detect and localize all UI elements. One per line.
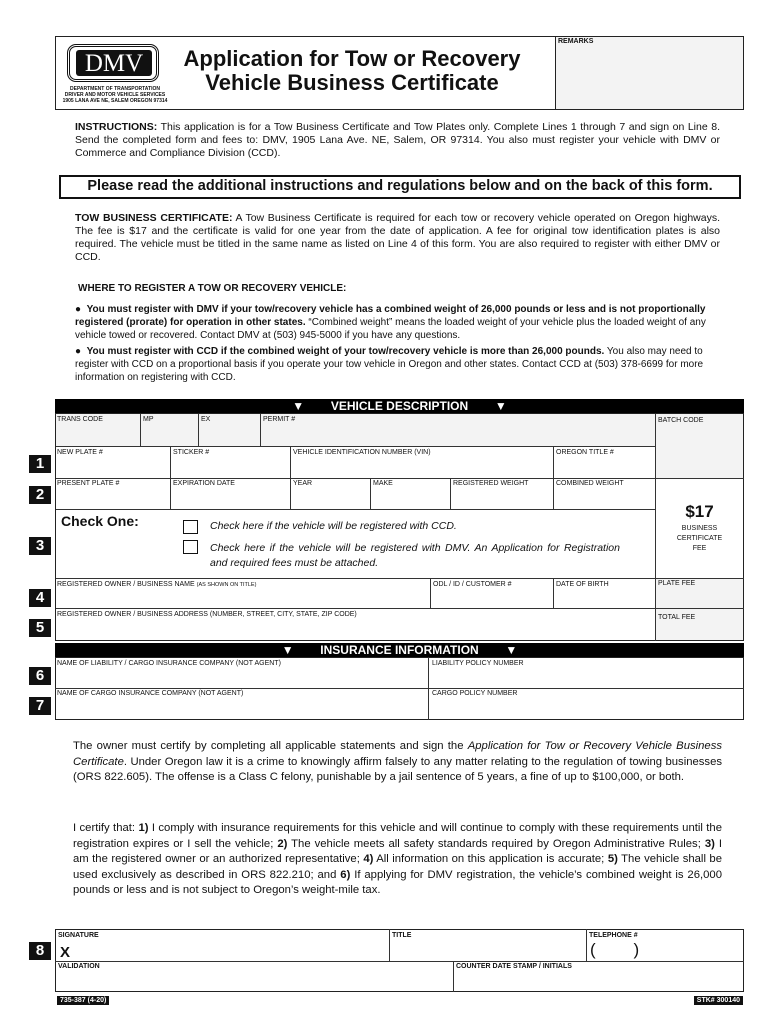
tow-certificate-text (75, 212, 720, 264)
cargo-policy-field[interactable]: CARGO POLICY NUMBER (432, 690, 518, 697)
dmv-logo (67, 44, 159, 82)
owner-name-field[interactable] (57, 581, 256, 588)
certify-p1b: Application for Tow or Recovery Vehicle Business Certificate (73, 740, 722, 768)
certify-paragraph-2 (73, 821, 722, 899)
insurance-band-label: INSURANCE INFORMATION (320, 643, 479, 657)
certify-p2-t1: I comply with insurance requirements for this vehicle and will continue to comply with these requirements until the registration expires or I sell the vehicle; (73, 822, 722, 850)
remarks-field[interactable] (555, 36, 744, 110)
bullet-dot-icon: ● (75, 346, 87, 357)
year-field[interactable]: YEAR (293, 480, 313, 487)
dept-line1: DEPARTMENT OF TRANSPORTATION (70, 86, 160, 92)
form-number: 735-387 (4-20) (57, 996, 109, 1005)
batch-code-label: BATCH CODE (658, 417, 704, 424)
where-heading: WHERE TO REGISTER A TOW OR RECOVERY VEHICLE: (78, 283, 347, 294)
line-number-6: 6 (29, 667, 51, 685)
make-field[interactable]: MAKE (373, 480, 393, 487)
present-plate-field[interactable]: PRESENT PLATE # (57, 480, 120, 487)
form-title-line1: Application for Tow or Recovery (183, 46, 521, 71)
down-triangle-icon: ▼ (478, 643, 518, 657)
line-number-4: 4 (29, 589, 51, 607)
trans-code-label: TRANS CODE (57, 416, 103, 423)
where-bullet-2 (75, 345, 721, 384)
ex-label: EX (201, 416, 211, 423)
owner-name-note: (AS SHOWN ON TITLE) (196, 582, 257, 588)
fee-line2: CERTIFICATE (676, 535, 723, 542)
signature-x-mark: X (60, 944, 71, 961)
certify-paragraph-1 (73, 739, 722, 786)
bullet1-text: “Combined weight” means the loaded weight of your vehicle plus the loaded weight of any vehicle towed or recovered. Contact DMV at (503) 945-5000 if you have any questions. (75, 317, 706, 341)
certify-n5: 5) (607, 853, 618, 865)
vin-field[interactable]: VEHICLE IDENTIFICATION NUMBER (VIN) (293, 449, 431, 456)
new-plate-field[interactable]: NEW PLATE # (57, 449, 103, 456)
line-number-8: 8 (29, 942, 51, 960)
form-title-line2: Vehicle Business Certificate (205, 70, 499, 95)
combined-weight-field[interactable]: COMBINED WEIGHT (556, 480, 624, 487)
dept-line2: DRIVER AND MOTOR VEHICLE SERVICES (64, 92, 166, 98)
fee-amount: $17 (685, 502, 714, 521)
certify-n3: 3) (704, 837, 715, 850)
sticker-field[interactable]: STICKER # (173, 449, 210, 456)
certify-n6: 6) (340, 868, 351, 881)
fee-line1: BUSINESS (681, 525, 718, 532)
registered-weight-field[interactable]: REGISTERED WEIGHT (453, 480, 529, 487)
plate-fee-field[interactable]: PLATE FEE (658, 580, 696, 587)
oregon-title-field[interactable]: OREGON TITLE # (556, 449, 614, 456)
vehicle-band-label: VEHICLE DESCRIPTION (330, 399, 469, 413)
total-fee-field[interactable]: TOTAL FEE (658, 614, 696, 621)
dept-line3: 1905 LANA AVE NE, SALEM OREGON 97314 (62, 98, 168, 104)
certify-p1c: . Under Oregon law it is a crime to knowingly affirm falsely to any matter relating to the regulation of towing businesses (ORS 822.605). The offense is a Class C felony, punishable by a jail sentence of 5 years, a fine of up to $100,000, or both. (73, 755, 722, 783)
check-one-label: Check One: (61, 513, 139, 529)
address-field[interactable]: REGISTERED OWNER / BUSINESS ADDRESS (NUMBER, STREET, CITY, STATE, ZIP CODE) (57, 611, 357, 618)
bullet2-bold: You must register with CCD if the combined weight of your tow/recovery vehicle is more than 26,000 pounds. (86, 346, 605, 357)
certify-p2-t3: I am the registered owner or an authorized representative; (73, 837, 722, 865)
certify-n4: 4) (363, 853, 374, 865)
permit-label: PERMIT # (263, 416, 296, 423)
bullet1-bold: You must register with DMV if your tow/recovery vehicle has a combined weight of 26,000 pounds or less and is not proportionally registered (prorate) for operation in other states. (75, 304, 706, 328)
telephone-field[interactable]: TELEPHONE # (589, 932, 638, 939)
ccd-option-text: Check here if the vehicle will be registered with CCD. (210, 520, 457, 532)
validation-field[interactable]: VALIDATION (58, 963, 100, 970)
instructions-label: INSTRUCTIONS: (75, 121, 158, 133)
instructions-body: This application is for a Tow Business Certificate and Tow Plates only. Complete Lines 1 through 7 and sign on Line 8. Send the completed form and fees to: DMV, 1905 Lana Ave. NE, Salem, OR 97314. You also must register your vehicle with DMV or Commerce and Compliance Division (CCD). (75, 121, 720, 159)
down-triangle-icon: ▼ (281, 643, 321, 657)
expiration-date-field[interactable]: EXPIRATION DATE (173, 480, 235, 487)
certify-n2: 2) (277, 837, 288, 850)
title-field[interactable]: TITLE (392, 932, 412, 939)
fee-line3: FEE (692, 545, 707, 552)
dmv-logo-text: DMV (76, 50, 152, 76)
odl-field[interactable]: ODL / ID / CUSTOMER # (433, 581, 512, 588)
certify-p2-t4: All information on this application is accurate; (373, 853, 608, 865)
mp-label: MP (143, 416, 154, 423)
line-number-5: 5 (29, 619, 51, 637)
remarks-label: REMARKS (558, 38, 594, 45)
line-number-3: 3 (29, 537, 51, 555)
counter-stamp-field[interactable]: COUNTER DATE STAMP / INITIALS (456, 963, 572, 970)
dmv-option-text: Check here if the vehicle will be registered with DMV. An Application for Registration and required fees must be attached. (210, 542, 620, 569)
stock-number: STK# 300140 (694, 996, 743, 1005)
vehicle-description-band (55, 399, 744, 413)
certify-n1: 1) (138, 822, 149, 834)
banner-text: Please read the additional instructions and regulations below and on the back of this form. (87, 178, 713, 194)
line-number-2: 2 (29, 486, 51, 504)
certify-p2-t6: If applying for DMV registration, the vehicle’s combined weight is 26,000 pounds or less and is not subject to Oregon’s weight-mile tax. (73, 868, 722, 896)
tow-certificate-body: A Tow Business Certificate is required for each tow or recovery vehicle operated on Oregon highways. The fee is $17 and the certificate is valid for one year from the date of application. A fee for original tow identification plates is also required. The vehicle must be titled in the same name as listed on Line 4 of this form. You are also required to register with either DMV or CCD. (75, 212, 721, 263)
liability-company-field[interactable]: NAME OF LIABILITY / CARGO INSURANCE COMPANY (NOT AGENT) (57, 660, 281, 667)
line-number-7: 7 (29, 697, 51, 715)
certify-p2-t2: The vehicle meets all safety standards required by Oregon Administrative Rules; (287, 837, 705, 850)
ccd-checkbox[interactable] (183, 520, 198, 534)
liability-policy-field[interactable]: LIABILITY POLICY NUMBER (432, 660, 524, 667)
bullet2-text: You also may need to register with CCD on a proportional basis if you operate your tow vehicle in Oregon and other states. Contact CCD at (503) 378-6699 for more information on registering with CCD. (75, 346, 704, 383)
phone-parens: ( ) (590, 940, 640, 959)
dob-field[interactable]: DATE OF BIRTH (556, 581, 609, 588)
signature-field[interactable]: SIGNATURE (58, 932, 99, 939)
down-triangle-icon: ▼ (468, 399, 507, 413)
line-number-1: 1 (29, 455, 51, 473)
certify-p1a: The owner must certify by completing all applicable statements and sign the (73, 740, 468, 752)
certify-p2-t0: I certify that: (73, 822, 139, 834)
cargo-company-field[interactable]: NAME OF CARGO INSURANCE COMPANY (NOT AGENT) (57, 690, 244, 697)
down-triangle-icon: ▼ (292, 399, 331, 413)
certify-p2-t5: The vehicle shall be used exclusively as described in ORS 822.210; and (73, 853, 722, 881)
tow-certificate-label: TOW BUSINESS CERTIFICATE: (75, 212, 233, 224)
owner-name-label: REGISTERED OWNER / BUSINESS NAME (57, 581, 195, 588)
dmv-checkbox[interactable] (183, 540, 198, 554)
where-bullet-1 (75, 303, 721, 342)
instructions-text (75, 121, 720, 160)
insurance-band (55, 643, 744, 657)
bullet-dot-icon: ● (75, 304, 87, 315)
